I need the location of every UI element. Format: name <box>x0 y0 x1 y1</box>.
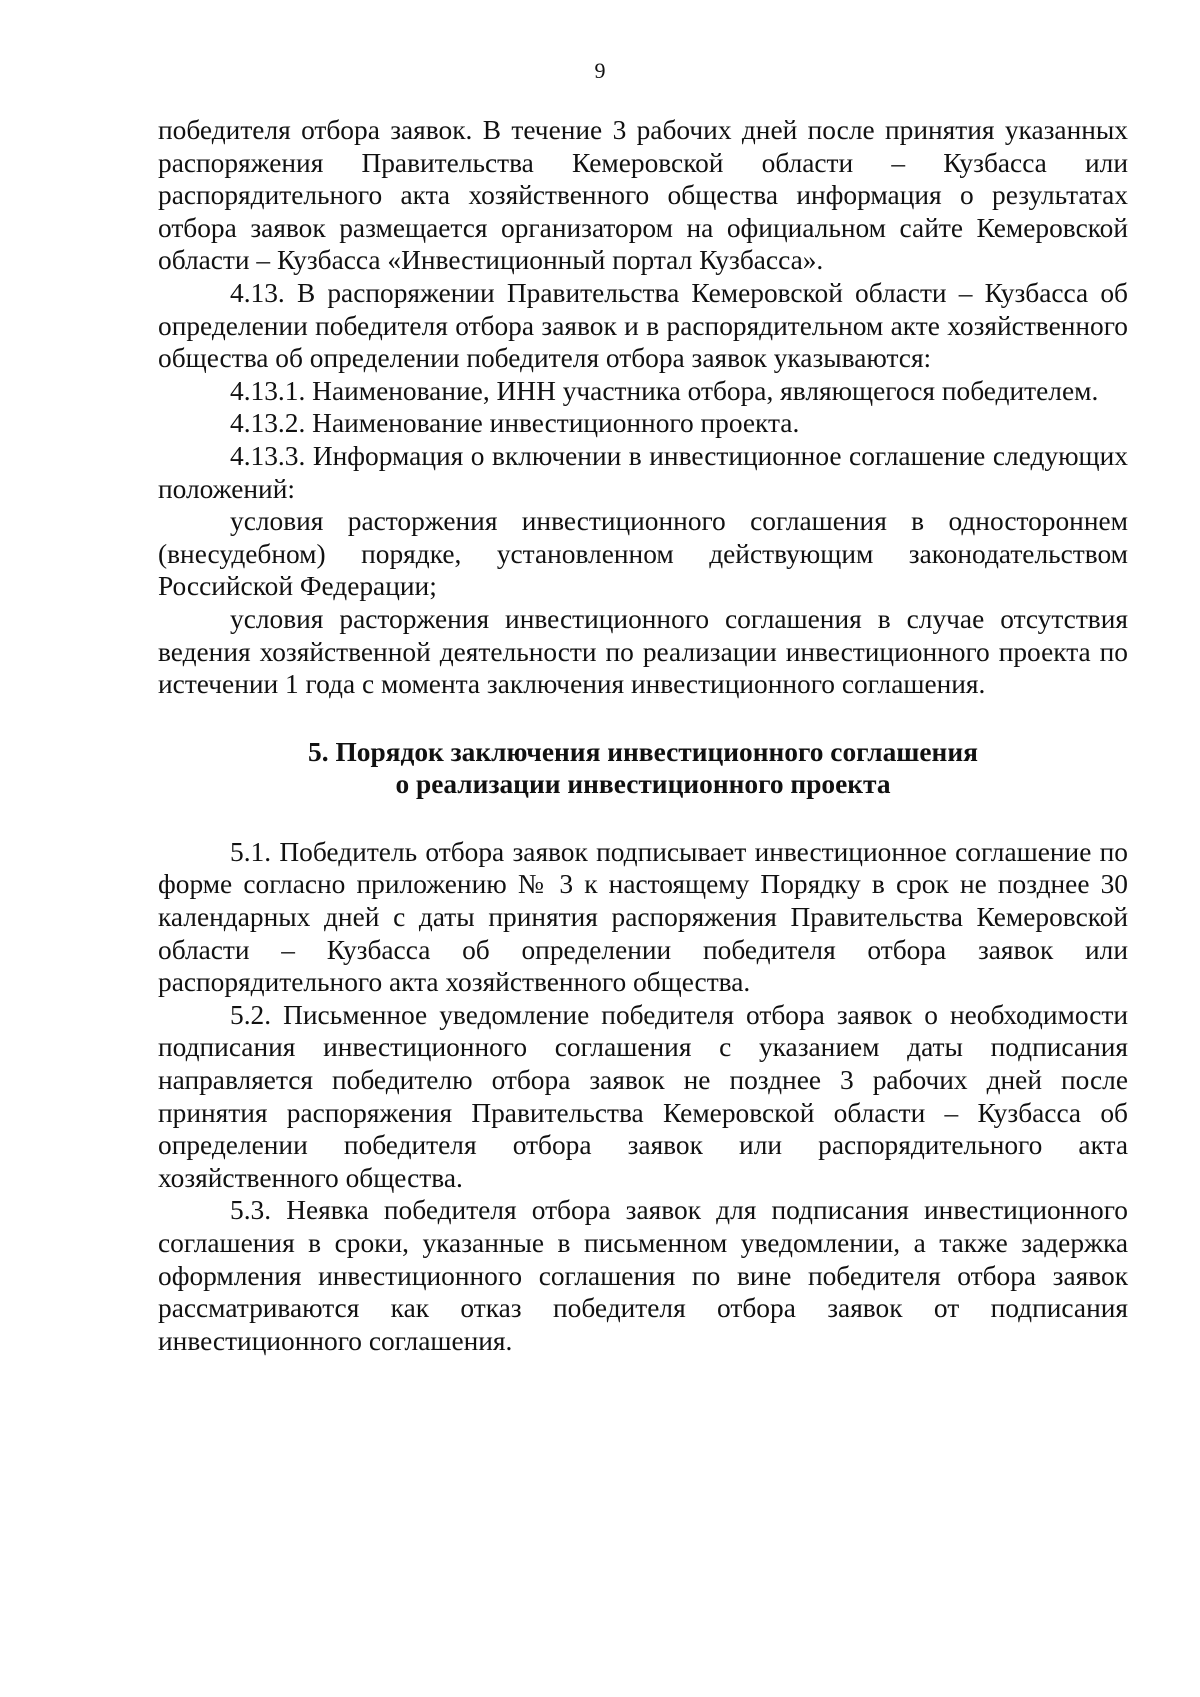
paragraph-condition-no-activity: условия расторжения инвестиционного соглашения в случае отсутствия ведения хозяйственной деятельности по реализации инвестиционного проекта по истечении 1 года с момента заключения инвестиционного соглашения. <box>158 603 1128 700</box>
paragraph-4-13-3: 4.13.3. Информация о включении в инвестиционное соглашение следующих положений: <box>158 440 1128 504</box>
paragraphs-after-section <box>158 836 1128 1358</box>
paragraph-4-13-1: 4.13.1. Наименование, ИНН участника отбора, являющегося победителем. <box>230 375 1099 406</box>
paragraphs-before-section <box>158 114 1128 701</box>
paragraph-condition-unilateral: условия расторжения инвестиционного соглашения в одностороннем (внесудебном) порядке, установленном действующим законодательством Российской Федерации; <box>158 506 1128 602</box>
section-heading-line-1: 5. Порядок заключения инвестиционного соглашения <box>308 736 978 767</box>
section-heading-line-2: о реализации инвестиционного проекта <box>395 769 891 800</box>
paragraph-5-1: 5.1. Победитель отбора заявок подписывает инвестиционное соглашение по форме согласно приложению № 3 к настоящему Порядку в срок не позднее 30 календарных дней с даты принятия распоряжения Правительства Кемеровской области – Кузбасса об определении победителя отбора заявок или распорядительного акта хозяйственного общества. <box>158 836 1128 998</box>
document-body <box>158 114 1128 1357</box>
paragraph-5-2: 5.2. Письменное уведомление победителя отбора заявок о необходимости подписания инвестиционного соглашения с указанием даты подписания направляется победителю отбора заявок не позднее 3 рабочих дней после принятия распоряжения Правительства Кемеровской области – Кузбасса об определении победителя отбора заявок или распорядительного акта хозяйственного общества. <box>158 999 1128 1193</box>
paragraph-4-13: 4.13. В распоряжении Правительства Кемеровской области – Кузбасса об определении победителя отбора заявок и в распорядительном акте хозяйственного общества об определении победителя отбора заявок указываются: <box>158 277 1128 374</box>
paragraph-5-3: 5.3. Неявка победителя отбора заявок для подписания инвестиционного соглашения в сроки, указанные в письменном уведомлении, а также задержка оформления инвестиционного соглашения по вине победителя отбора заявок рассматриваются как отказ победителя отбора заявок от подписания инвестиционного соглашения. <box>158 1195 1128 1356</box>
paragraph: победителя отбора заявок. В течение 3 рабочих дней после принятия указанных распоряжения Правительства Кемеровской области – Кузбасса или распорядительного акта хозяйственного общества информация о результатах отбора заявок размещается организатором на официальном сайте Кемеровской области – Кузбасса «Инвестиционный портал Кузбасса». <box>158 115 1128 276</box>
paragraph-4-13-2: 4.13.2. Наименование инвестиционного проекта. <box>230 408 800 439</box>
page-number: 9 <box>594 58 606 83</box>
section-5-heading <box>158 736 1128 801</box>
